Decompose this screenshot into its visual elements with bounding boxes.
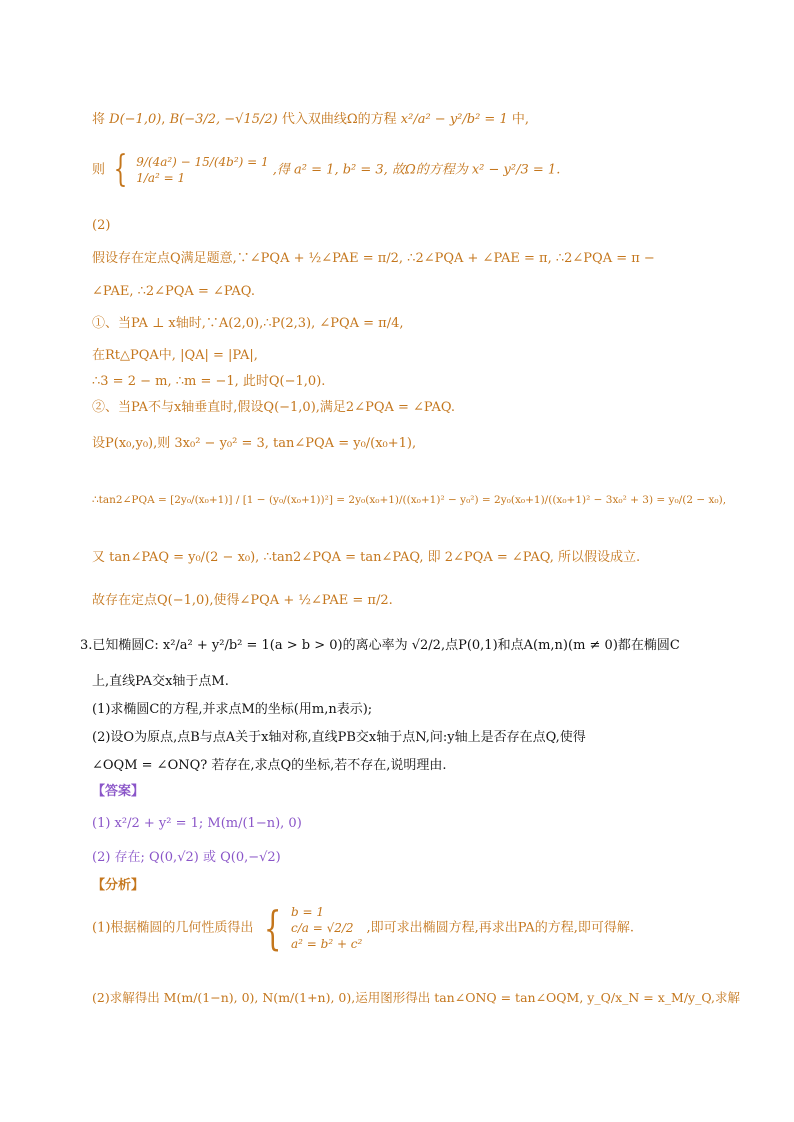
part2-line10: 故存在定点Q(−1,0),使得∠PQA + ½∠PAE = π/2. <box>92 593 393 608</box>
part2-label: (2) <box>92 218 111 233</box>
part2-line2: ∠PAE, ∴2∠PQA = ∠PAQ. <box>92 284 255 299</box>
problem3-q2-line2: ∠OQM = ∠ONQ? 若存在,求点Q的坐标,若不存在,说明理由. <box>92 758 447 773</box>
part2-line3: ①、当PA ⊥ x轴时,∵A(2,0),∴P(2,3), ∠PQA = π/4, <box>92 316 404 331</box>
analysis-line1: (1)根据椭圆的几何性质得出 { b = 1 c/a = √2/2 a² = b² + c² ,即可求出椭圆方程,再求出PA的方程,即可得解. <box>92 901 634 955</box>
problem3-line1: 3.已知椭圆C: x²/a² + y²/b² = 1(a > b > 0)的离心率为 √2/2,点P(0,1)和点A(m,n)(m ≠ 0)都在椭圆C <box>80 638 680 653</box>
part2-line8: ∴tan2∠PQA = [2y₀/(x₀+1)] / [1 − (y₀/(x₀+1))²] = 2y₀(x₀+1)/((x₀+1)² − y₀²) = 2y₀(x₀+1)/((x₀+1)² − 3x₀² + 3) = y₀/(2 − x₀), <box>92 494 727 506</box>
part2-line7: 设P(x₀,y₀),则 3x₀² − y₀² = 3, tan∠PQA = y₀/(x₀+1), <box>92 436 417 451</box>
analysis-line2: (2)求解得出 M(m/(1−n), 0), N(m/(1+n), 0),运用图形得出 tan∠ONQ = tan∠OQM, y_Q/x_N = x_M/y_Q,求解 <box>92 990 740 1005</box>
part2-line6: ②、当PA不与x轴垂直时,假设Q(−1,0),满足2∠PQA = ∠PAQ. <box>92 400 455 415</box>
part2-line1: 假设存在定点Q满足题意,∵∠PQA + ½∠PAE = π/2, ∴2∠PQA + ∠PAE = π, ∴2∠PQA = π − <box>92 251 655 266</box>
part2-line9: 又 tan∠PAQ = y₀/(2 − x₀), ∴tan2∠PQA = tan∠PAQ, 即 2∠PQA = ∠PAQ, 所以假设成立. <box>92 550 641 565</box>
answer-line2: (2) 存在; Q(0,√2) 或 Q(0,−√2) <box>92 850 281 865</box>
analysis-tag: 【分析】 <box>92 878 145 893</box>
answer-tag: 【答案】 <box>92 784 145 799</box>
problem3-line2: 上,直线PA交x轴于点M. <box>92 674 229 689</box>
part2-line5: ∴3 = 2 − m, ∴m = −1, 此时Q(−1,0). <box>92 374 326 389</box>
part2-line4: 在Rt△PQA中, |QA| = |PA|, <box>92 348 258 363</box>
part1-line1: 将 D(−1,0), B(−3/2, −√15/2) 代入双曲线Ω的方程 x²/a² − y²/b² = 1 中, <box>92 112 530 127</box>
problem3-q1: (1)求椭圆C的方程,并求点M的坐标(用m,n表示); <box>92 702 373 717</box>
part1-system: 则 { 9/(4a²) − 15/(4b²) = 1 1/a² = 1 ,得 a² = 1, b² = 3, 故Ω的方程为 x² − y²/3 = 1. <box>92 149 561 190</box>
answer-line1: (1) x²/2 + y² = 1; M(m/(1−n), 0) <box>92 816 302 831</box>
problem3-q2-line1: (2)设O为原点,点B与点A关于x轴对称,直线PB交x轴于点N,问:y轴上是否存在点Q,使得 <box>92 730 586 745</box>
